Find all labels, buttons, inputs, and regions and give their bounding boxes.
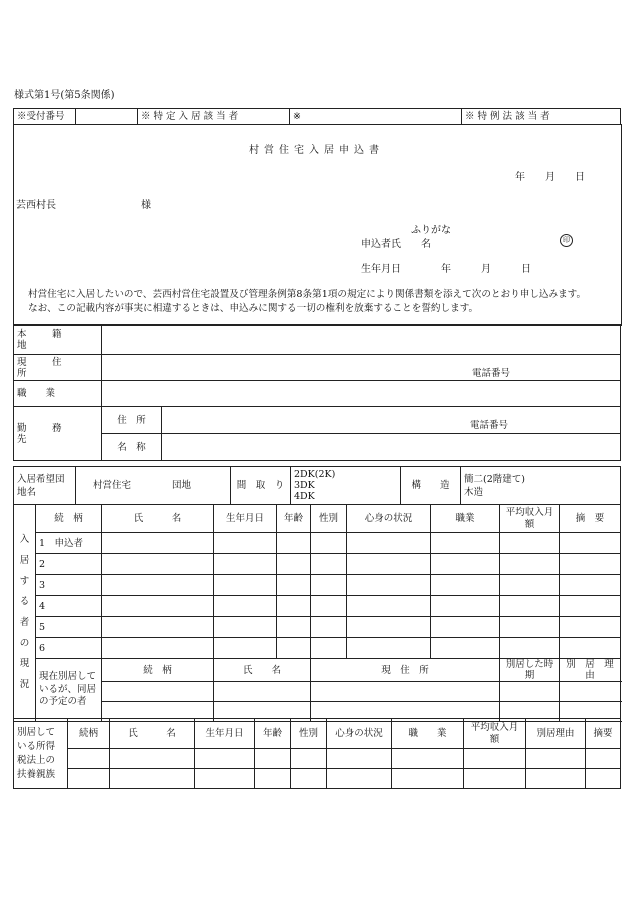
cell[interactable] <box>214 617 277 638</box>
nyukyo-table <box>13 504 624 722</box>
cell[interactable] <box>68 749 110 769</box>
cell[interactable] <box>68 769 110 789</box>
kibo-label: 入居希望団地名 <box>14 467 76 505</box>
applicant-name-label: 申込者氏 名 <box>361 239 431 250</box>
fuyo-col-shimei: 氏 名 <box>110 719 195 749</box>
cell[interactable] <box>431 575 500 596</box>
cell[interactable] <box>500 575 560 596</box>
col-nenrei: 年齢 <box>277 505 311 533</box>
row-label-1: 1 申込者 <box>36 533 102 554</box>
row-label-2: 2 <box>36 554 102 575</box>
seal-icon: 印 <box>560 234 573 247</box>
kozo-label: 構 造 <box>401 467 461 505</box>
fuyo-col-nenrei: 年齢 <box>255 719 291 749</box>
cell[interactable] <box>392 749 464 769</box>
kinmusaki-label: 勤 務 先 <box>14 407 102 461</box>
form-id: 様式第1号(第5条関係) <box>14 90 115 101</box>
nyukyo-side-label: 入 居 す る 者 の 現 況 <box>14 505 36 722</box>
bekkyo-col-jusho: 現 住 所 <box>311 659 500 682</box>
cell[interactable] <box>102 596 214 617</box>
cell[interactable] <box>347 575 431 596</box>
cell[interactable] <box>277 533 311 554</box>
addressee: 芸西村長 <box>16 200 56 211</box>
cell[interactable] <box>277 638 311 659</box>
cell[interactable] <box>392 769 464 789</box>
cell[interactable] <box>214 533 277 554</box>
header-block <box>13 124 622 326</box>
cell[interactable] <box>586 749 621 769</box>
statement-1: 村営住宅に入居したいので、芸西村営住宅設置及び管理条例第8条第1項の規定により関係書類を添えて次のとおり申し込みます。 <box>28 289 587 300</box>
fuyo-col-seinengappi: 生年月日 <box>195 719 255 749</box>
col-shimei: 氏 名 <box>102 505 214 533</box>
honseki-field[interactable] <box>102 325 621 355</box>
shokugyo-label: 職 業 <box>14 381 102 407</box>
info-rows <box>13 324 621 461</box>
table-row <box>14 575 621 596</box>
madori-label: 間 取 り <box>231 467 291 505</box>
cell[interactable] <box>311 575 347 596</box>
furigana-label: ふりがな <box>411 225 451 236</box>
genjusho-label: 現 住 所 <box>14 355 102 381</box>
row-label-3: 3 <box>36 575 102 596</box>
kinmusaki-phone-label: 電話番号 <box>470 420 509 431</box>
table-row <box>14 533 621 554</box>
cell[interactable] <box>500 638 560 659</box>
cell[interactable] <box>214 554 277 575</box>
cell[interactable] <box>311 533 347 554</box>
genjusho-field[interactable] <box>102 355 621 381</box>
col-shinshin: 心身の状況 <box>347 505 431 533</box>
tokutei-label: ※ 特 定 入 居 該 当 者 <box>138 109 290 125</box>
cell[interactable] <box>311 617 347 638</box>
row-label-4: 4 <box>36 596 102 617</box>
cell[interactable] <box>500 682 560 702</box>
fuyo-col-seibetsu: 性別 <box>291 719 327 749</box>
fuyo-col-tekiyo: 摘要 <box>586 719 621 749</box>
madori-2dk[interactable]: 2DK(2K) <box>294 469 336 480</box>
kinmusaki-meisho-label: 名 称 <box>102 434 162 461</box>
cell[interactable] <box>102 617 214 638</box>
cell[interactable] <box>431 533 500 554</box>
cell[interactable] <box>214 596 277 617</box>
kibo-danchi-field[interactable] <box>76 467 231 505</box>
cell[interactable] <box>500 617 560 638</box>
kinmusaki-jusho-field[interactable] <box>162 407 621 434</box>
table-row <box>14 769 621 789</box>
col-heikin: 平均収入月 額 <box>500 505 560 533</box>
date-line[interactable]: 年 月 日 <box>515 172 585 183</box>
bekkyo-label: 現在別居しているが、同居の予定の者 <box>36 659 102 722</box>
cell[interactable] <box>102 575 214 596</box>
shokugyo-field[interactable] <box>102 381 621 407</box>
cell[interactable] <box>347 596 431 617</box>
fuyo-col-zokugara: 続柄 <box>68 719 110 749</box>
table-row <box>14 749 621 769</box>
fuyo-col-shokugyo: 職 業 <box>392 719 464 749</box>
cell[interactable] <box>277 575 311 596</box>
row-label-6: 6 <box>36 638 102 659</box>
form-title: 村営住宅入居申込書 <box>249 145 384 156</box>
cell[interactable] <box>431 554 500 575</box>
cell[interactable] <box>255 749 291 769</box>
table-row <box>14 596 621 617</box>
kinmusaki-meisho-field[interactable] <box>162 434 621 461</box>
kibo-jutaku: 村営住宅 <box>93 480 132 491</box>
table-row <box>14 682 621 702</box>
tokurei-label: ※ 特 例 法 該 当 者 <box>462 109 621 125</box>
statement-2: なお、この記載内容が事実に相違するときは、申込みに関する一切の権利を放棄することを誓約します。 <box>28 303 479 314</box>
cell[interactable] <box>102 533 214 554</box>
fuyo-col-shinshin: 心身の状況 <box>327 719 392 749</box>
cell[interactable] <box>311 638 347 659</box>
cell[interactable] <box>277 554 311 575</box>
cell[interactable] <box>291 749 327 769</box>
cell[interactable] <box>102 682 214 702</box>
cell[interactable] <box>327 749 392 769</box>
cell[interactable] <box>560 617 621 638</box>
kozo-value-1: 簡二(2階建て) <box>464 473 525 485</box>
birth-label: 生年月日 <box>361 264 401 275</box>
cell[interactable] <box>214 682 311 702</box>
cell[interactable] <box>464 749 526 769</box>
kinmusaki-jusho-label: 住 所 <box>102 407 162 434</box>
cell[interactable] <box>311 682 500 702</box>
kozo-values[interactable] <box>461 467 621 505</box>
bekkyo-col-zokugara: 続 柄 <box>102 659 214 682</box>
cell[interactable] <box>102 554 214 575</box>
table-row <box>14 638 621 659</box>
row-label-5: 5 <box>36 617 102 638</box>
bekkyo-col-shimei: 氏 名 <box>214 659 311 682</box>
col-seibetsu: 性別 <box>311 505 347 533</box>
madori-3dk[interactable]: 3DK <box>294 480 315 491</box>
fuyo-col-heikin: 平均収入月 額 <box>464 719 526 749</box>
col-seinengappi: 生年月日 <box>214 505 277 533</box>
cell[interactable] <box>110 769 195 789</box>
cell[interactable] <box>431 617 500 638</box>
cell[interactable] <box>110 749 195 769</box>
madori-options[interactable] <box>291 467 401 505</box>
fuyo-label: 別居している所得税法上の扶養親族 <box>14 719 68 789</box>
cell[interactable] <box>277 596 311 617</box>
cell[interactable] <box>560 533 621 554</box>
kibo-danchi: 団地 <box>172 480 192 491</box>
genjusho-phone-label: 電話番号 <box>472 368 511 379</box>
cell[interactable] <box>586 769 621 789</box>
col-shokugyo: 職業 <box>431 505 500 533</box>
cell[interactable] <box>500 596 560 617</box>
birth-fields[interactable]: 年 月 日 <box>441 264 531 275</box>
cell[interactable] <box>311 554 347 575</box>
cell[interactable] <box>291 769 327 789</box>
cell[interactable] <box>431 596 500 617</box>
cell[interactable] <box>431 638 500 659</box>
cell[interactable] <box>560 575 621 596</box>
cell[interactable] <box>311 596 347 617</box>
cell[interactable] <box>255 769 291 789</box>
cell[interactable] <box>464 769 526 789</box>
cell[interactable] <box>500 533 560 554</box>
receipt-no-field[interactable] <box>76 109 138 125</box>
madori-4dk[interactable]: 4DK <box>294 491 315 502</box>
fuyo-col-riyu: 別居理由 <box>526 719 586 749</box>
cell[interactable] <box>347 617 431 638</box>
kozo-value-2: 木造 <box>464 486 484 498</box>
fuyo-table <box>13 718 621 789</box>
cell[interactable] <box>560 596 621 617</box>
kibo-row <box>13 466 621 505</box>
receipt-no-label: ※受付番号 <box>14 109 76 125</box>
sama: 様 <box>141 200 151 211</box>
cell[interactable] <box>526 769 586 789</box>
col-zokugara: 続 柄 <box>36 505 102 533</box>
bekkyo-col-jiki: 別居した時期 <box>500 659 560 682</box>
cell[interactable] <box>347 638 431 659</box>
cell[interactable] <box>102 638 214 659</box>
cell[interactable] <box>347 533 431 554</box>
table-row <box>14 554 621 575</box>
cell[interactable] <box>560 554 621 575</box>
col-tekiyo: 摘 要 <box>560 505 621 533</box>
cell[interactable] <box>500 554 560 575</box>
cell[interactable] <box>526 749 586 769</box>
bekkyo-col-riyu: 別 居 理 由 <box>560 659 621 682</box>
cell[interactable] <box>214 575 277 596</box>
cell[interactable] <box>327 769 392 789</box>
cell[interactable] <box>195 749 255 769</box>
kome-field[interactable]: ※ <box>290 109 462 125</box>
cell[interactable] <box>214 638 277 659</box>
table-row <box>14 617 621 638</box>
honseki-label: 本 籍 地 <box>14 325 102 355</box>
cell[interactable] <box>560 638 621 659</box>
cell[interactable] <box>560 682 621 702</box>
cell[interactable] <box>195 769 255 789</box>
cell[interactable] <box>277 617 311 638</box>
top-row <box>13 108 621 125</box>
cell[interactable] <box>347 554 431 575</box>
